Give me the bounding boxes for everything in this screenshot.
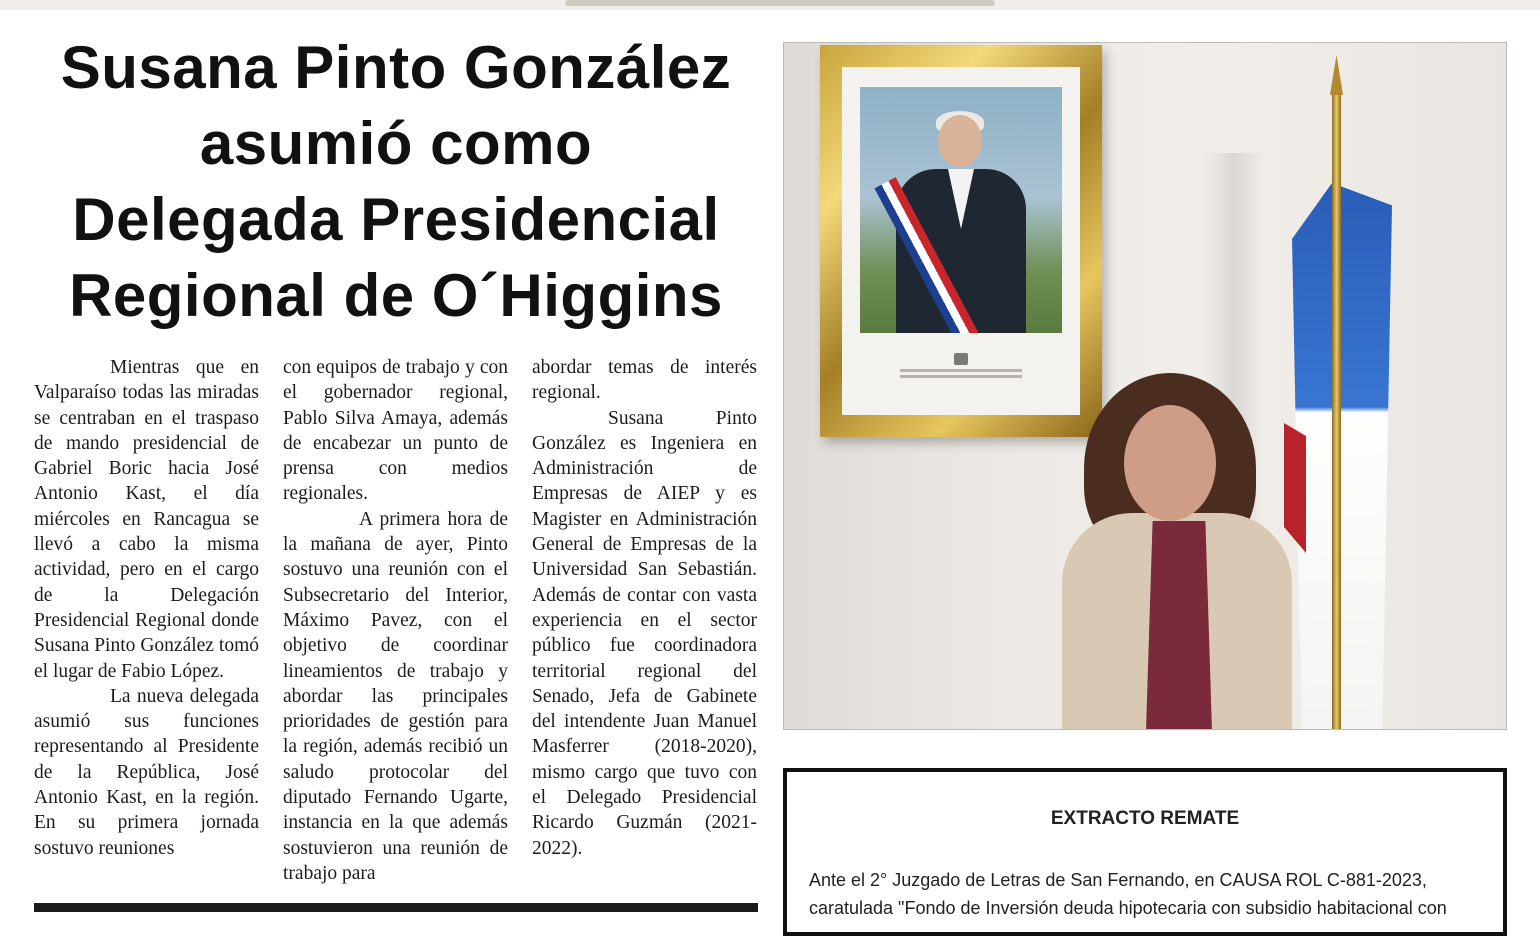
flag-pole-tip bbox=[1330, 55, 1343, 95]
portrait-head bbox=[938, 115, 982, 167]
woman-face bbox=[1124, 405, 1216, 521]
flag-red-fold bbox=[1284, 423, 1306, 553]
paragraph: A primera hora de la mañana de ayer, Pinto sostuvo una reunión con el Subsecretario del Interior, Máximo Pavez, con el objetivo de coordinar lineamientos de trabajo y abordar las principales prioridades de gestión para la región, además recibió un saludo protocolar del diputado Fernando Ugarte, instancia en la que además sostuvieron una reunión de trabajo para bbox=[283, 508, 508, 884]
article-column-1 bbox=[34, 355, 259, 885]
portrait-mat bbox=[842, 67, 1080, 415]
headline-line-3: Delegada Presidencial bbox=[72, 186, 720, 253]
plaque-line bbox=[900, 369, 1022, 372]
article-headline bbox=[22, 30, 770, 334]
flag-pole bbox=[1332, 83, 1341, 730]
plaque-line bbox=[900, 375, 1022, 378]
paragraph: con equipos de trabajo y con el gobernador regional, Pablo Silva Amaya, además de encabezar un punto de prensa con medios regionales. bbox=[283, 357, 508, 505]
bottom-rule bbox=[34, 903, 758, 912]
headline-line-4: Regional de O´Higgins bbox=[69, 262, 723, 329]
chilean-flag bbox=[1292, 183, 1392, 730]
presidential-portrait bbox=[860, 87, 1062, 333]
paragraph: abordar temas de interés regional. bbox=[532, 357, 757, 404]
article-body bbox=[34, 355, 758, 885]
notice-line-2: caratulada "Fondo de Inversión deuda hipotecaria con subsidio habitacional con bbox=[809, 898, 1447, 918]
headline-line-2: asumió como bbox=[199, 110, 593, 177]
paragraph: La nueva delegada asumió sus funciones representando al Presidente de la República, José Antonio Kast, en la región. En su primera jornada sostuvo reuniones bbox=[34, 685, 259, 859]
notice-text bbox=[809, 866, 1481, 922]
article-column-2 bbox=[283, 355, 508, 885]
woman-blouse bbox=[1146, 521, 1212, 730]
cropped-header-remnant bbox=[565, 0, 995, 6]
legal-notice-box bbox=[783, 768, 1507, 936]
notice-title: EXTRACTO REMATE bbox=[1050, 808, 1240, 829]
headline-line-1: Susana Pinto González bbox=[60, 34, 732, 101]
paragraph: Mientras que en Valparaíso todas las miradas se centraban en el traspaso de mando presidencial de Gabriel Boric hacia José Antonio Kast, el día miércoles en Rancagua se llevó a cabo la misma actividad, pero en el cargo de la Delegación Presidencial Regional donde Susana Pinto González tomó el lugar de Fabio López. bbox=[34, 357, 259, 682]
portrait-plaque bbox=[882, 353, 1040, 393]
crest-icon bbox=[954, 353, 968, 365]
notice-line-1: Ante el 2° Juzgado de Letras de San Fernando, en CAUSA ROL C-881-2023, bbox=[809, 870, 1427, 890]
article-photo bbox=[783, 42, 1507, 730]
top-band bbox=[0, 0, 1540, 10]
article-column-3 bbox=[532, 355, 757, 885]
presidential-portrait-frame bbox=[820, 45, 1102, 437]
paragraph: Susana Pinto González es Ingeniera en Administración de Empresas de AIEP y es Magister en Administración General de Empresas de la Universidad San Sebastián. Además de contar con vasta experiencia en el sector público fue coordinadora territorial regional del Senado, Jefa de Gabinete del intendente Juan Manuel Masferrer (2018-2020), mismo cargo que tuvo con el Delegado Presidencial Ricardo Guzmán (2021-2022). bbox=[532, 407, 757, 859]
